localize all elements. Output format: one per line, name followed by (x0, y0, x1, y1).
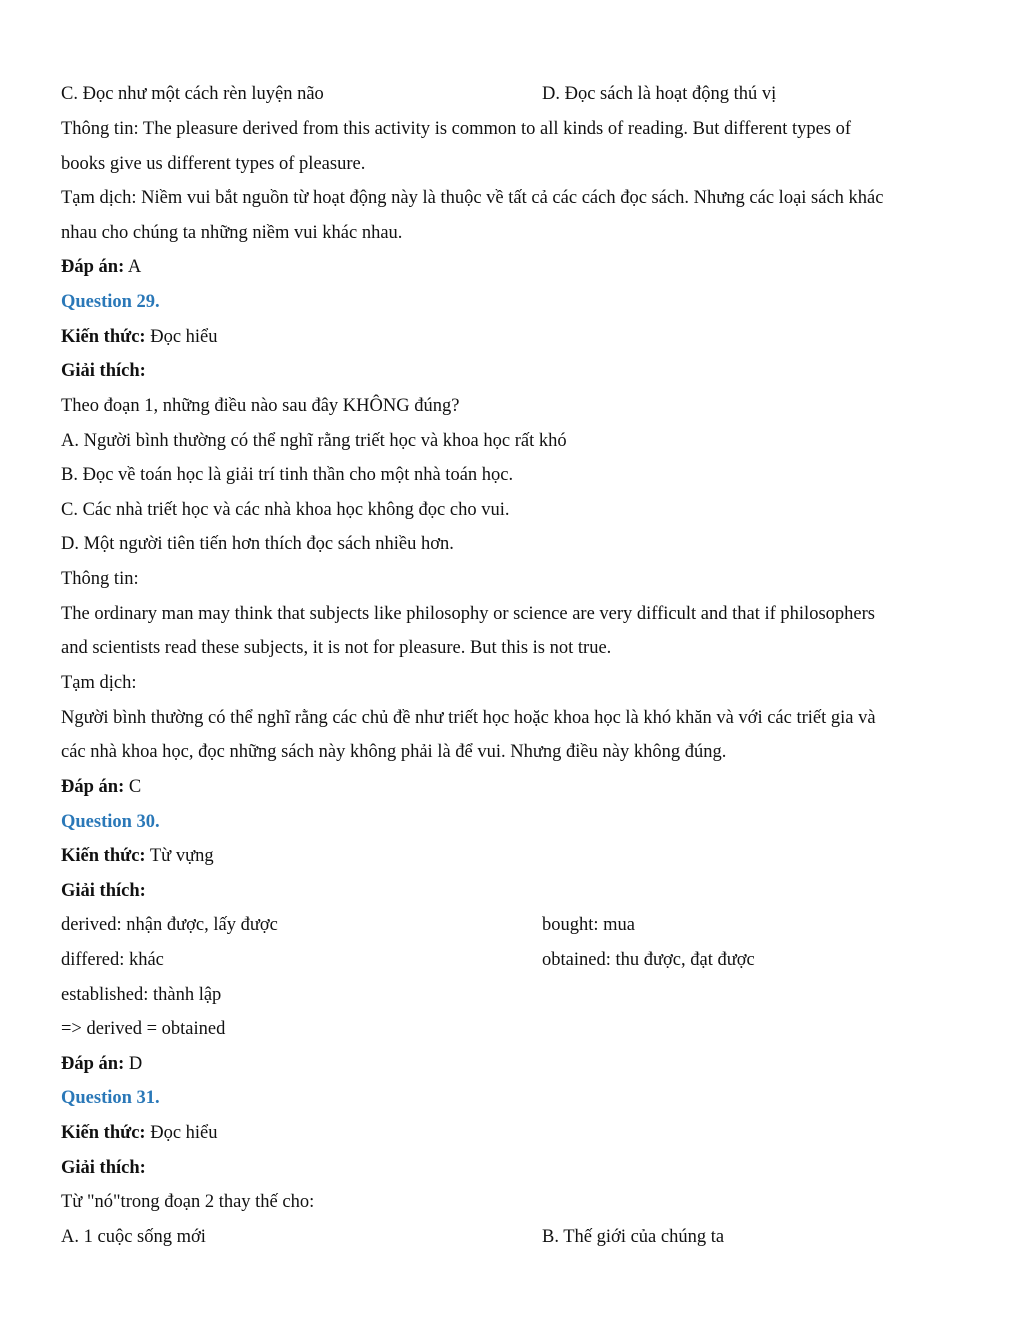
option-row (61, 1225, 961, 1249)
translation-label: Tạm dịch: (61, 673, 137, 693)
option-d: D. Đọc sách là hoạt động thú vị (542, 84, 777, 104)
info-text: The pleasure derived from this activity is common to all kinds of reading. But different types of (138, 119, 852, 139)
answer-line (61, 255, 141, 279)
translation-label: Tạm dịch: (61, 188, 137, 208)
knowledge-label: Kiến thức: (61, 846, 146, 866)
translation-line-cont: nhau cho chúng ta những niềm vui khác nhau. (61, 223, 403, 243)
vocab-bought: bought: mua (542, 915, 636, 935)
answer-line (61, 1052, 142, 1076)
answer-value: C (124, 777, 142, 797)
option-d: D. Một người tiên tiến hơn thích đọc sách nhiều hơn. (61, 534, 454, 554)
info-line (61, 117, 851, 141)
answer-value: D (124, 1054, 143, 1074)
answer-value: A (124, 257, 142, 277)
explanation-label: Giải thích: (61, 881, 146, 901)
question-text: Theo đoạn 1, những điều nào sau đây KHÔNG đúng? (61, 396, 460, 416)
knowledge-label: Kiến thức: (61, 1123, 146, 1143)
answer-label: Đáp án: (61, 1054, 125, 1074)
vocab-established: established: thành lập (61, 985, 222, 1005)
explanation-label: Giải thích: (61, 1158, 146, 1178)
info-text-cont: and scientists read these subjects, it is not for pleasure. But this is not true. (61, 638, 612, 658)
knowledge-value: Đọc hiểu (145, 1123, 218, 1143)
info-text: The ordinary man may think that subjects like philosophy or science are very difficult and that if philosophers (61, 604, 875, 624)
vocab-differed: differed: khác (61, 950, 164, 970)
option-b: B. Thế giới của chúng ta (542, 1227, 725, 1247)
option-a: A. Người bình thường có thể nghĩ rằng triết học và khoa học rất khó (61, 431, 567, 451)
knowledge-value: Từ vựng (145, 846, 214, 866)
info-label: Thông tin: (61, 119, 139, 139)
knowledge-line (61, 325, 218, 349)
vocab-obtained: obtained: thu được, đạt được (542, 950, 755, 970)
translation-line (61, 186, 883, 210)
question-heading: Question 29. (61, 292, 160, 312)
info-label: Thông tin: (61, 569, 139, 589)
knowledge-line (61, 844, 214, 868)
info-line-cont: books give us different types of pleasure. (61, 154, 366, 174)
vocab-row (61, 948, 961, 972)
answer-line (61, 775, 141, 799)
knowledge-label: Kiến thức: (61, 327, 146, 347)
translation-text-cont: các nhà khoa học, đọc những sách này không phải là để vui. Nhưng điều này không đúng. (61, 742, 727, 762)
option-a: A. 1 cuộc sống mới (61, 1227, 206, 1247)
vocab-row (61, 913, 961, 937)
knowledge-value: Đọc hiểu (145, 327, 218, 347)
conclusion: => derived = obtained (61, 1019, 226, 1039)
option-b: B. Đọc về toán học là giải trí tinh thần cho một nhà toán học. (61, 465, 514, 485)
knowledge-line (61, 1121, 218, 1145)
option-c: C. Các nhà triết học và các nhà khoa học không đọc cho vui. (61, 500, 510, 520)
question-heading: Question 31. (61, 1088, 160, 1108)
vocab-derived: derived: nhận được, lấy được (61, 915, 278, 935)
answer-label: Đáp án: (61, 777, 125, 797)
translation-text: Niềm vui bắt nguồn từ hoạt động này là thuộc về tất cả các cách đọc sách. Nhưng các loại sách khác (136, 188, 884, 208)
explanation-label: Giải thích: (61, 361, 146, 381)
translation-text: Người bình thường có thể nghĩ rằng các chủ đề như triết học hoặc khoa học là khó khăn và với các triết gia và (61, 708, 876, 728)
option-row (61, 82, 961, 106)
question-text: Từ "nó"trong đoạn 2 thay thế cho: (61, 1192, 315, 1212)
question-heading: Question 30. (61, 812, 160, 832)
answer-label: Đáp án: (61, 257, 125, 277)
option-c: C. Đọc như một cách rèn luyện não (61, 84, 324, 104)
